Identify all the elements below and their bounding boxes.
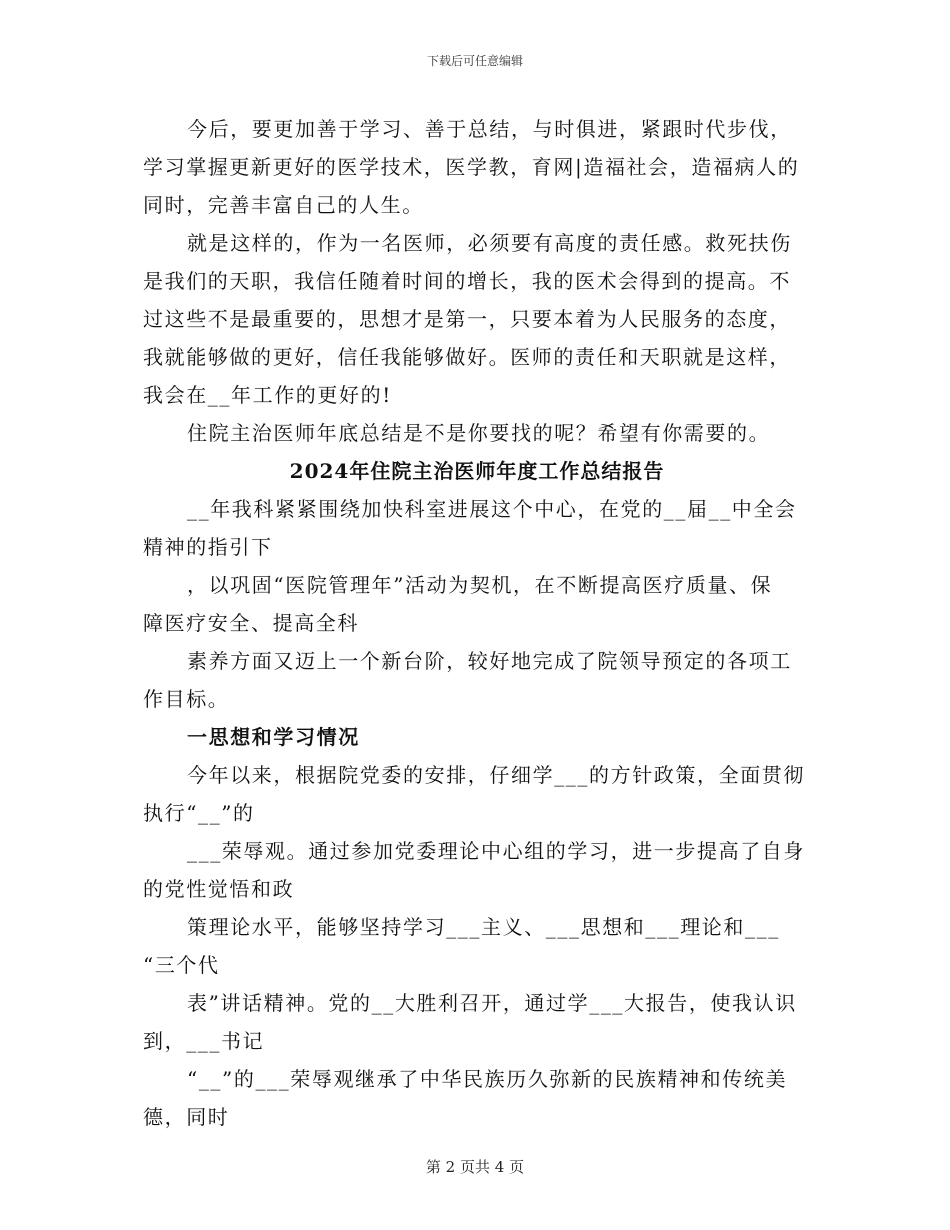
paragraph-line: 精神的指引下 xyxy=(143,535,273,559)
paragraph-line: 表”讲话精神。党的__大胜利召开，通过学___大报告，使我认识 xyxy=(187,991,797,1015)
paragraph-line: 住院主治医师年底总结是不是你要找的呢？希望有你需要的。 xyxy=(187,421,771,445)
paragraph-line: 今后，要更加善于学习、善于总结，与时俱进，紧跟时代步伐， xyxy=(187,117,792,141)
paragraph-line: 就是这样的，作为一名医师，必须要有高度的责任感。救死扶伤 xyxy=(187,231,792,255)
section-heading: 一思想和学习情况 xyxy=(187,725,360,749)
paragraph-line: 德，同时 xyxy=(143,1105,230,1129)
paragraph-line: __年我科紧紧围绕加快科室进展这个中心，在党的__届__中全会 xyxy=(187,497,797,521)
paragraph-line: 过这些不是最重要的，思想才是第一，只要本着为人民服务的态度， xyxy=(143,307,791,331)
paragraph-line: 的党性觉悟和政 xyxy=(143,877,295,901)
paragraph-line: 我就能够做的更好，信任我能够做好。医师的责任和天职就是这样， xyxy=(143,345,791,369)
paragraph-line: 执行“__”的 xyxy=(143,801,255,825)
paragraph-line: ___荣辱观。通过参加党委理论中心组的学习，进一步提高了自身 xyxy=(187,839,805,863)
paragraph-line: 同时，完善丰富自己的人生。 xyxy=(143,193,424,217)
paragraph-line: 策理论水平，能够坚持学习___主义、___思想和___理论和___ xyxy=(187,915,780,939)
paragraph-line: 障医疗安全、提高全科 xyxy=(143,611,359,635)
report-title: 2024年住院主治医师年度工作总结报告 xyxy=(289,459,665,483)
page-header: 下载后可任意编辑 xyxy=(426,54,523,68)
paragraph-line: 到，___书记 xyxy=(143,1029,265,1053)
paragraph-line: 是我们的天职，我信任随着时间的增长，我的医术会得到的提高。不 xyxy=(143,269,791,293)
paragraph-line: 学习掌握更新更好的医学技术，医学教，育网|造福社会，造福病人的 xyxy=(143,155,800,179)
paragraph-line: 素养方面又迈上一个新台阶，较好地完成了院领导预定的各项工 xyxy=(187,649,792,673)
paragraph-line: “__”的___荣辱观继承了中华民族历久弥新的民族精神和传统美 xyxy=(187,1067,788,1091)
paragraph-line: 今年以来，根据院党委的安排，仔细学___的方针政策，全面贯彻 xyxy=(187,763,805,787)
paragraph-line: 我会在__年工作的更好的! xyxy=(143,383,392,407)
paragraph-line: “三个代 xyxy=(143,953,220,977)
document-body xyxy=(143,110,811,1136)
page-footer: 第 2 页共 4 页 xyxy=(425,1158,525,1176)
paragraph-line: ，以巩固“医院管理年”活动为契机，在不断提高医疗质量、保 xyxy=(187,573,773,597)
paragraph-line: 作目标。 xyxy=(143,687,230,711)
